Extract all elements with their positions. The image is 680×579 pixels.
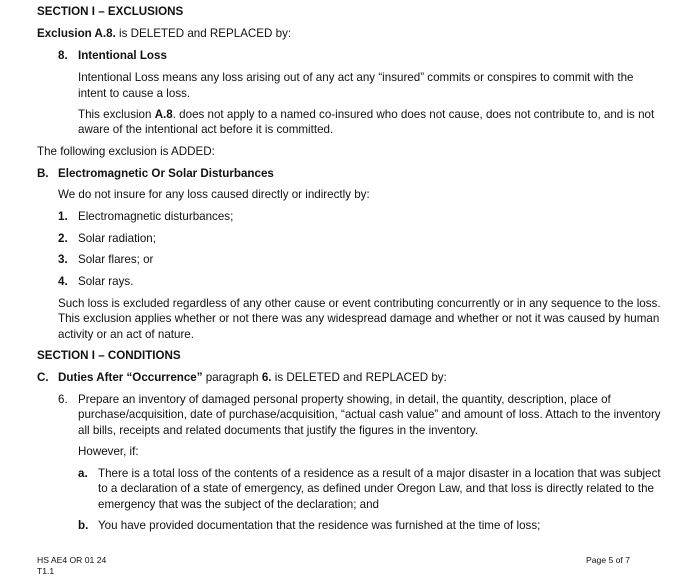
condition-c-tail: is DELETED and REPLACED by: <box>271 371 447 384</box>
list-item-text: Electromagnetic disturbances; <box>78 210 234 223</box>
exclusion-b-letter: B. <box>37 167 49 180</box>
list-item-number: 2. <box>58 232 68 245</box>
sub-item-a-line-3: emergency that was the subject of the declaration; and <box>98 498 379 511</box>
exclusion-note-pre: This exclusion <box>78 108 155 121</box>
list-item-number: 1. <box>58 210 68 223</box>
footer-form-id: HS AE4 OR 01 24 <box>37 555 107 565</box>
exclusion-a8-intro <box>37 26 291 42</box>
condition-c-heading <box>58 370 447 386</box>
list-item-text: Solar rays. <box>78 275 134 288</box>
exclusion-note-post: . does not apply to a named co-insured who does not cause, does not contribute to, and is not <box>172 108 655 121</box>
list-item-text: Solar radiation; <box>78 232 156 245</box>
exclusion-b-title: Electromagnetic Or Solar Disturbances <box>58 167 274 180</box>
condition-c-para-ref: 6. <box>261 371 272 384</box>
exclusion-note-line-1 <box>78 107 654 123</box>
exclusion-b-closing-line-1: Such loss is excluded regardless of any other cause or event contributing concurrently or in any sequence to the loss. <box>58 297 661 310</box>
added-exclusion-intro: The following exclusion is ADDED: <box>37 145 215 158</box>
sub-item-b-letter: b. <box>78 519 89 532</box>
sub-item-a-line-2: to a declaration of a state of emergency, as defined under Oregon Law, and that loss is directly related to the <box>98 482 654 495</box>
list-item-number: 3. <box>58 253 68 266</box>
exclusion-a8-intro-text: is DELETED and REPLACED by: <box>115 27 292 40</box>
condition-item-6-line-2: purchase/acquisition, date of purchase/acquisition, “actual cash value” and amount of loss. Attach to the inventory <box>78 408 661 421</box>
exclusion-8-title: Intentional Loss <box>78 49 167 62</box>
exclusion-note-ref: A.8 <box>154 108 173 121</box>
exclusion-8-number: 8. <box>58 49 68 62</box>
condition-item-6-number: 6. <box>58 393 68 406</box>
intentional-loss-definition-line-2: intent to cause a loss. <box>78 87 191 100</box>
section-conditions-heading: SECTION I – CONDITIONS <box>37 349 181 362</box>
condition-c-mid: paragraph <box>202 371 262 384</box>
section-exclusions-heading: SECTION I – EXCLUSIONS <box>37 5 184 18</box>
list-item-text: Solar flares; or <box>78 253 154 266</box>
sub-item-a-letter: a. <box>78 467 88 480</box>
condition-c-letter: C. <box>37 371 49 384</box>
exclusion-a8-ref: Exclusion A.8. <box>37 27 116 40</box>
condition-c-title: Duties After “Occurrence” <box>58 371 203 384</box>
condition-item-6-line-1: Prepare an inventory of damaged personal property showing, in detail, the quantity, description, place of <box>78 393 611 406</box>
however-if-text: However, if: <box>78 445 139 458</box>
sub-item-b-line-1: You have provided documentation that the residence was furnished at the time of loss; <box>98 519 541 532</box>
exclusion-note-line-2: aware of the intentional act before it is committed. <box>78 123 334 136</box>
footer-page-number: Page 5 of 7 <box>586 555 630 565</box>
sub-item-a-line-1: There is a total loss of the contents of a residence as a result of a major disaster in a location that was subject <box>98 467 661 480</box>
list-item-number: 4. <box>58 275 68 288</box>
footer-version: T1.1 <box>37 566 55 576</box>
exclusion-b-intro: We do not insure for any loss caused directly or indirectly by: <box>58 188 370 201</box>
exclusion-b-closing-line-2: This exclusion applies whether or not there was any widespread damage and whether or not it was caused by human <box>58 312 660 325</box>
intentional-loss-definition-line-1: Intentional Loss means any loss arising out of any act any “insured” commits or conspires to commit with the <box>78 71 634 84</box>
condition-item-6-line-3: all bills, receipts and related documents that justify the figures in the inventory. <box>78 424 478 437</box>
exclusion-b-closing-line-3: activity or an act of nature. <box>58 328 194 341</box>
